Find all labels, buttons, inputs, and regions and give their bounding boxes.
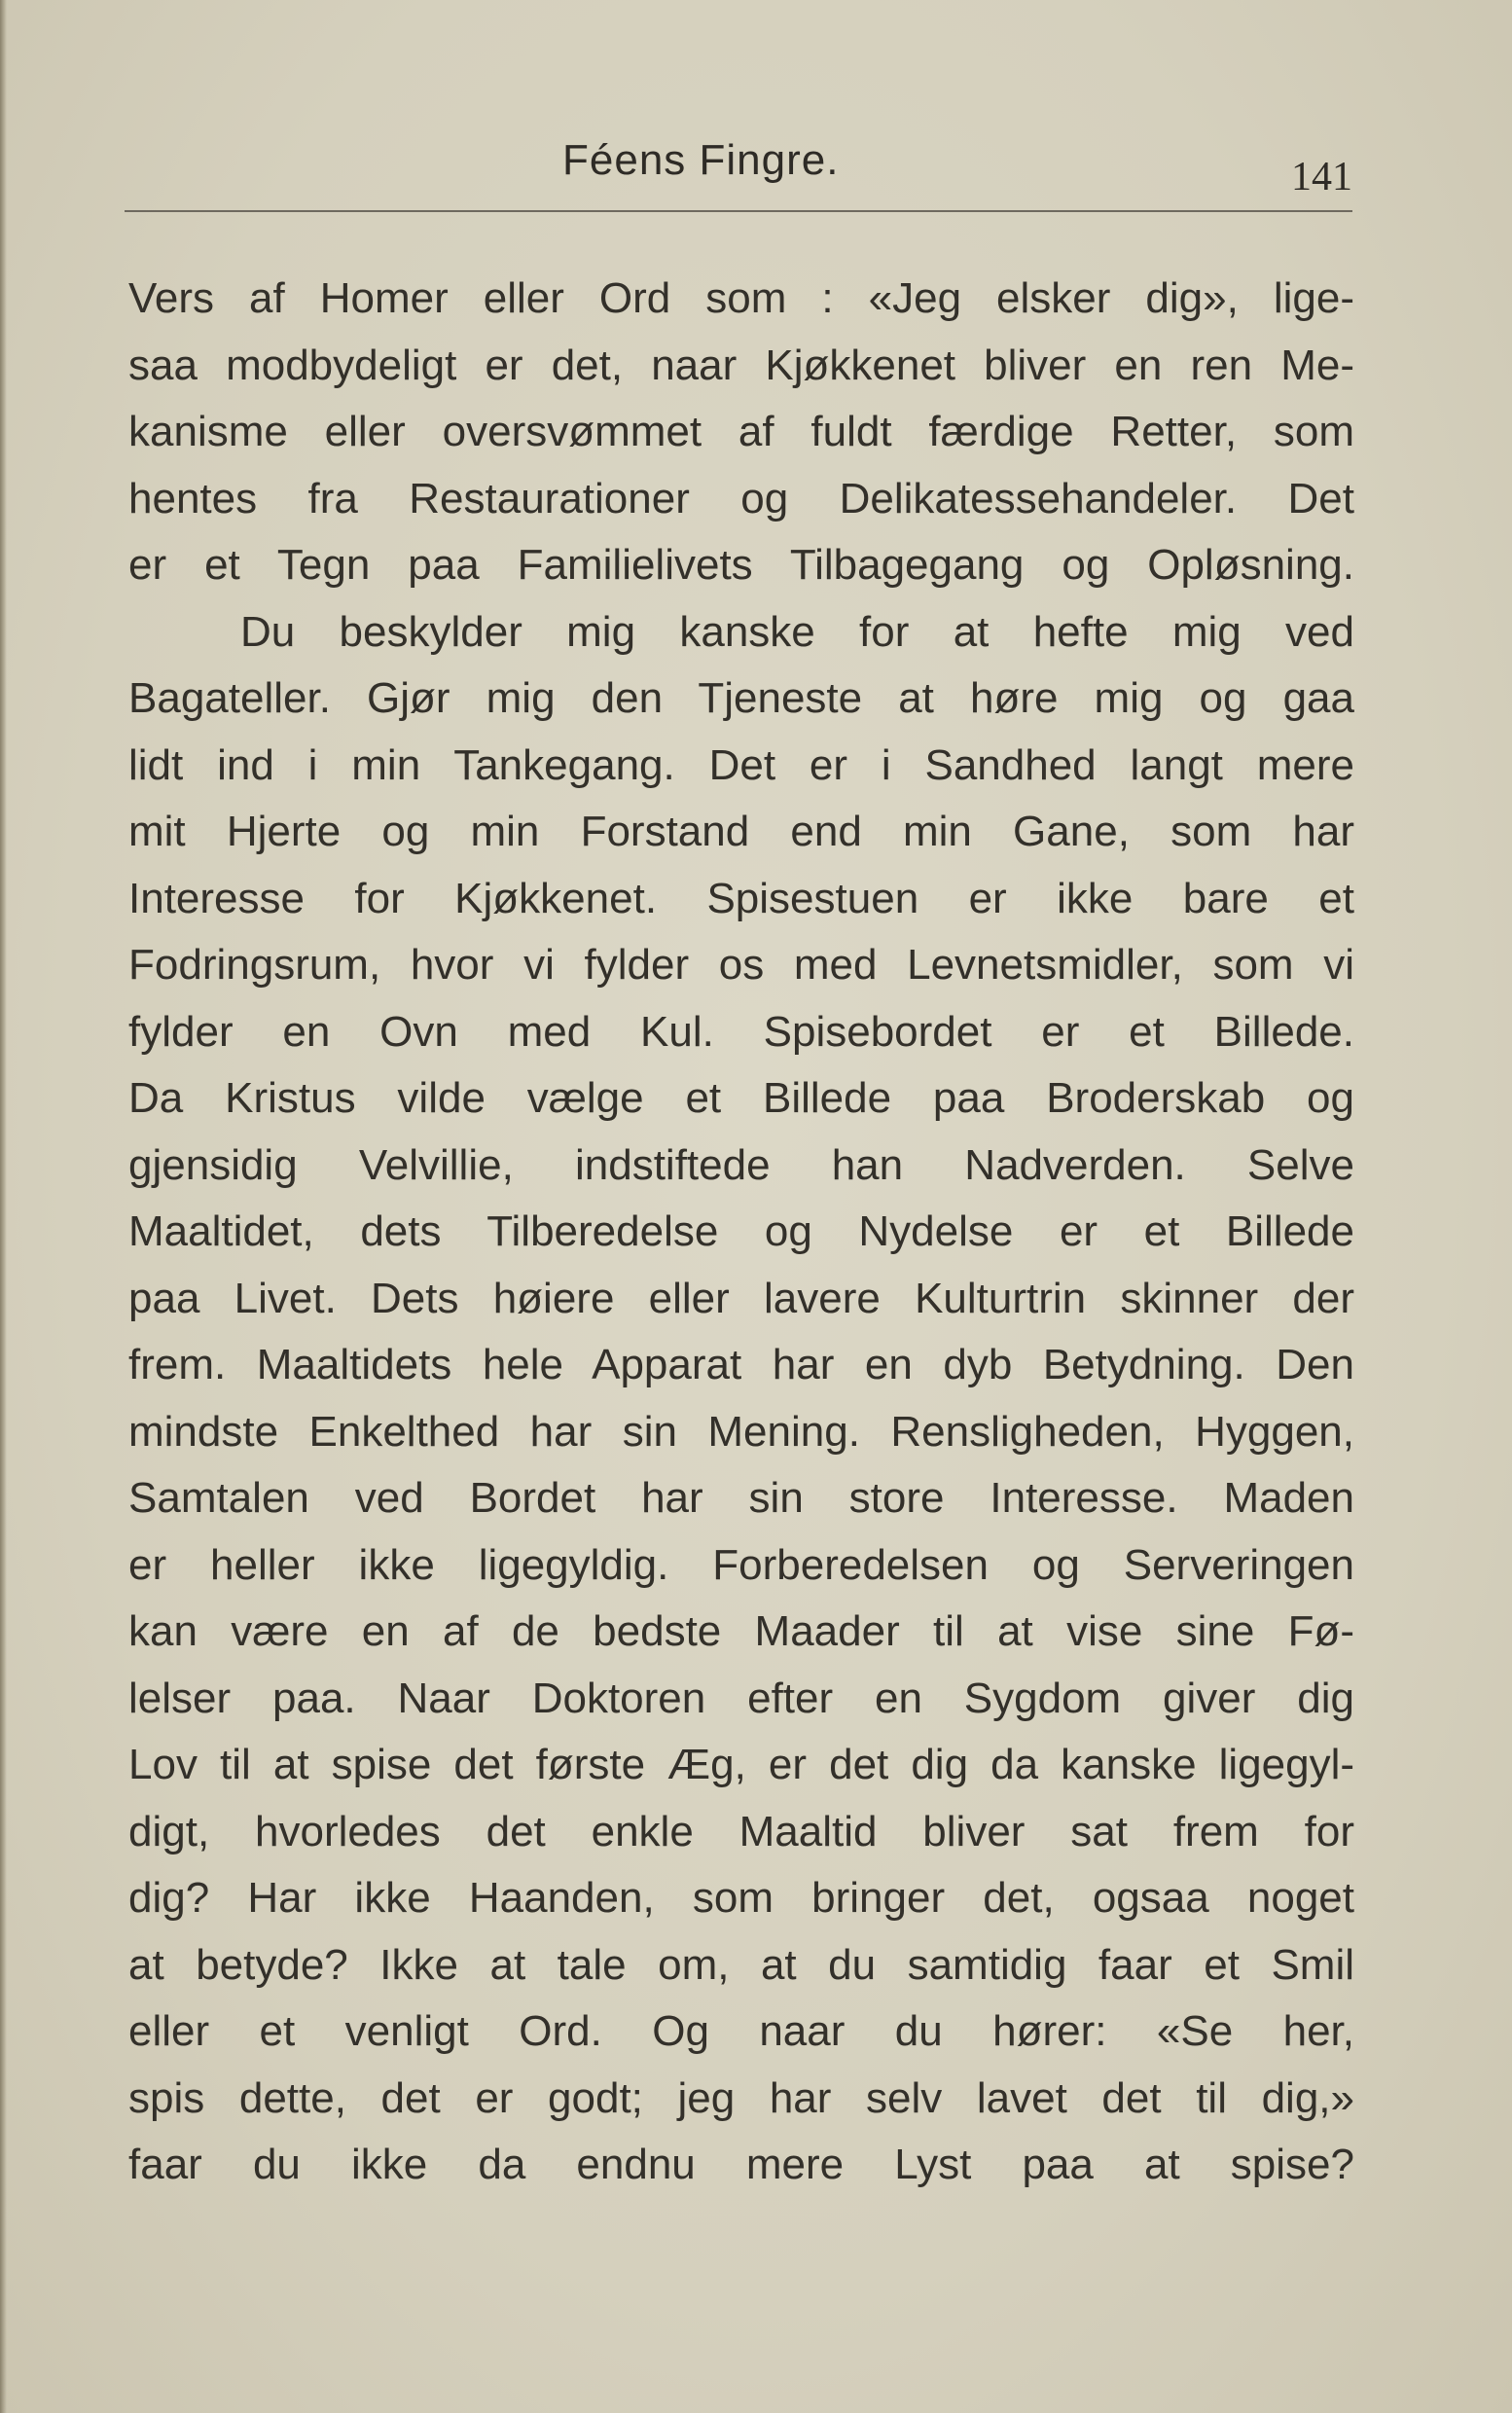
- text-line: Fodringsrum, hvor vi fylder os med Levnetsmidler, som vi: [128, 941, 1354, 989]
- text-line: hentes fra Restaurationer og Delikatessehandeler. Det: [128, 474, 1354, 522]
- page-number: 141: [1291, 155, 1352, 199]
- text-line: Maaltidet, dets Tilberedelse og Nydelse er et Billede: [128, 1207, 1354, 1255]
- header-rule: [125, 210, 1352, 212]
- text-line: fylder en Ovn med Kul. Spisebordet er et Billede.: [128, 1007, 1354, 1056]
- text-line: mit Hjerte og min Forstand end min Gane, som har: [128, 808, 1354, 855]
- text-line: kan være en af de bedste Maader til at vise sine Fø-: [128, 1607, 1354, 1655]
- text-line: Vers af Homer eller Ord som : «Jeg elsker dig», lige-: [128, 274, 1354, 322]
- text-line: frem. Maaltidets hele Apparat har en dyb Betydning. Den: [128, 1341, 1354, 1388]
- running-head: [125, 136, 1352, 214]
- text-line: er heller ikke ligegyldig. Forberedelsen og Serveringen: [128, 1540, 1354, 1589]
- text-line: Bagateller. Gjør mig den Tjeneste at høre mig og gaa: [128, 674, 1354, 722]
- text-line: faar du ikke da endnu mere Lyst paa at spise?: [128, 2141, 1354, 2188]
- text-line: spis dette, det er godt; jeg har selv lavet det til dig,»: [128, 2073, 1354, 2122]
- text-line: gjensidig Velvillie, indstiftede han Nadverden. Selve: [128, 1140, 1354, 1189]
- text-line: mindste Enkelthed har sin Mening. Rensligheden, Hyggen,: [128, 1407, 1354, 1456]
- text-line: lelser paa. Naar Doktoren efter en Sygdom giver dig: [128, 1674, 1354, 1722]
- running-title: Féens Fingre.: [562, 136, 840, 184]
- page-edge-shadow: [0, 0, 7, 2413]
- text-line: dig? Har ikke Haanden, som bringer det, ogsaa noget: [128, 1874, 1354, 1922]
- text-line: Interesse for Kjøkkenet. Spisestuen er ikke bare et: [128, 874, 1354, 922]
- text-line: at betyde? Ikke at tale om, at du samtidig faar et Smil: [128, 1940, 1354, 1989]
- text-line: digt, hvorledes det enkle Maaltid bliver sat frem for: [128, 1807, 1354, 1855]
- text-line: lidt ind i min Tankegang. Det er i Sandhed langt mere: [128, 740, 1354, 789]
- text-line: Da Kristus vilde vælge et Billede paa Broderskab og: [128, 1074, 1354, 1122]
- text-line-paragraph-start: Du beskylder mig kanske for at hefte mig ved: [240, 607, 1354, 656]
- body-text: [128, 266, 1354, 2199]
- text-line: Lov til at spise det første Æg, er det dig da kanske ligegyl-: [128, 1741, 1354, 1788]
- text-line: paa Livet. Dets høiere eller lavere Kulturtrin skinner der: [128, 1274, 1354, 1322]
- text-line: eller et venligt Ord. Og naar du hører: «Se her,: [128, 2007, 1354, 2055]
- text-line: kanisme eller oversvømmet af fuldt færdige Retter, som: [128, 408, 1354, 455]
- text-line: saa modbydeligt er det, naar Kjøkkenet bliver en ren Me-: [128, 341, 1354, 389]
- text-line: er et Tegn paa Familielivets Tilbagegang og Opløsning.: [128, 541, 1354, 589]
- text-line: Samtalen ved Bordet har sin store Interesse. Maden: [128, 1474, 1354, 1522]
